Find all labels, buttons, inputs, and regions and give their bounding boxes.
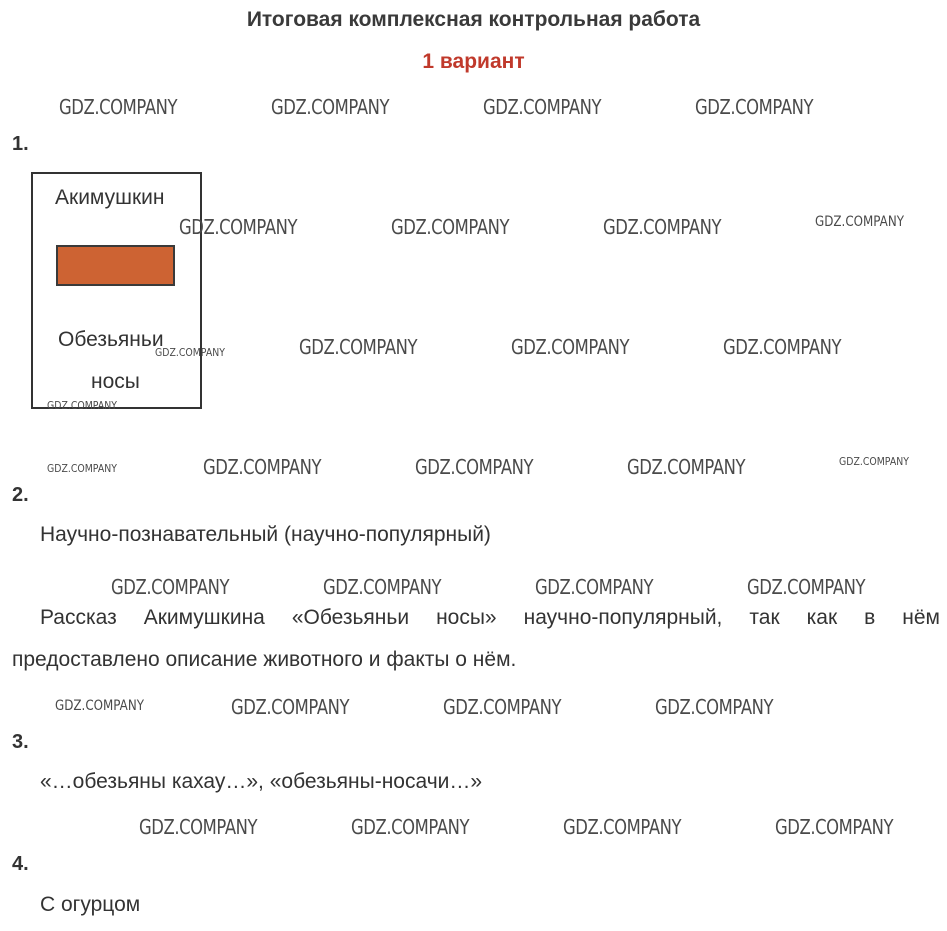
task-2-number: 2. xyxy=(12,484,29,506)
watermark: GDZ.COMPANY xyxy=(111,575,230,599)
watermark: GDZ.COMPANY xyxy=(139,815,258,839)
book-title-line1: Обезьяньи xyxy=(58,328,164,351)
watermark: GDZ.COMPANY xyxy=(815,214,904,230)
watermark: GDZ.COMPANY xyxy=(323,575,442,599)
watermark: GDZ.COMPANY xyxy=(535,575,654,599)
watermark: GDZ.COMPANY xyxy=(47,399,117,412)
watermark: GDZ.COMPANY xyxy=(203,455,322,479)
watermark: GDZ.COMPANY xyxy=(155,346,225,359)
task-4-number: 4. xyxy=(12,853,29,875)
book-color-bar xyxy=(56,245,175,286)
watermark: GDZ.COMPANY xyxy=(59,95,178,119)
watermark: GDZ.COMPANY xyxy=(391,215,510,239)
task-3-number: 3. xyxy=(12,731,29,753)
watermark: GDZ.COMPANY xyxy=(351,815,470,839)
watermark: GDZ.COMPANY xyxy=(271,95,390,119)
watermark: GDZ.COMPANY xyxy=(179,215,298,239)
watermark: GDZ.COMPANY xyxy=(747,575,866,599)
watermark: GDZ.COMPANY xyxy=(563,815,682,839)
watermark: GDZ.COMPANY xyxy=(483,95,602,119)
variant-label: 1 вариант xyxy=(422,50,525,73)
page-title: Итоговая комплексная контрольная работа xyxy=(246,8,701,31)
task-1-number: 1. xyxy=(12,133,29,155)
watermark: GDZ.COMPANY xyxy=(655,695,774,719)
watermark: GDZ.COMPANY xyxy=(299,335,418,359)
watermark: GDZ.COMPANY xyxy=(443,695,562,719)
book-author: Акимушкин xyxy=(55,186,165,209)
watermark: GDZ.COMPANY xyxy=(55,698,144,714)
watermark: GDZ.COMPANY xyxy=(415,455,534,479)
task-3-answer: «…обезьяны кахау…», «обезьяны-носачи…» xyxy=(40,770,483,793)
watermark: GDZ.COMPANY xyxy=(231,695,350,719)
task-4-answer: С огурцом xyxy=(40,893,141,916)
watermark: GDZ.COMPANY xyxy=(627,455,746,479)
watermark: GDZ.COMPANY xyxy=(603,215,722,239)
watermark: GDZ.COMPANY xyxy=(511,335,630,359)
task-2-explanation-line2: предоставлено описание животного и факты о нём. xyxy=(12,648,517,671)
task-2-answer: Научно-познавательный (научно-популярный) xyxy=(40,523,491,546)
watermark: GDZ.COMPANY xyxy=(839,455,909,468)
watermark: GDZ.COMPANY xyxy=(695,95,814,119)
book-title-line2: носы xyxy=(91,370,140,393)
watermark: GDZ.COMPANY xyxy=(47,462,117,475)
task-2-explanation-line1: Рассказ Акимушкина «Обезьяньи носы» научно-популярный, так как в нём xyxy=(40,606,940,629)
watermark: GDZ.COMPANY xyxy=(723,335,842,359)
watermark: GDZ.COMPANY xyxy=(775,815,894,839)
